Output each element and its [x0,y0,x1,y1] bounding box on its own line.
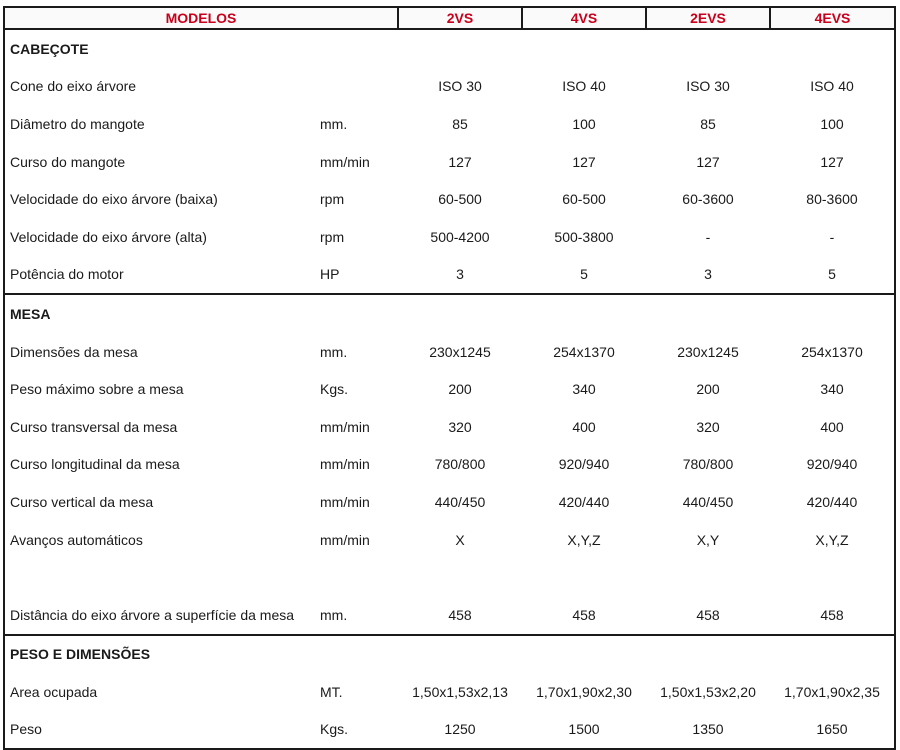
spec-unit: rpm [320,191,345,208]
spec-value: 200 [696,381,720,398]
spec-unit: mm. [320,343,348,360]
spec-row [4,673,895,711]
spec-value: 400 [572,418,596,435]
spec-label: Velocidade do eixo árvore (baixa) [4,180,317,218]
spec-unit: mm/min [320,418,370,435]
spec-value: 500-3800 [554,228,614,245]
spec-label: Area ocupada [4,673,317,711]
spec-label: Peso máximo sobre a mesa [4,370,317,408]
spec-unit: rpm [320,228,345,245]
spec-value: 420/440 [558,493,610,510]
spec-label: Peso [4,711,317,750]
spec-label: Diâmetro do mangote [4,105,317,143]
spec-value: X,Y [696,531,720,548]
spec-value [522,558,646,596]
spec-value: 340 [572,381,596,398]
spec-value: 85 [452,115,468,132]
spec-value: 60-500 [438,191,482,208]
spec-label [4,558,317,596]
spec-label: Curso vertical da mesa [4,483,317,521]
spec-row [4,521,895,559]
spec-unit: Kgs. [320,381,349,398]
spec-value: 1,70x1,90x2,35 [770,673,895,711]
spec-unit: mm/min [320,153,370,170]
spec-label: Cone do eixo árvore [4,68,317,106]
spec-value: X,Y,Z [567,531,601,548]
spec-label: Curso do mangote [4,143,317,181]
spec-unit: mm/min [320,456,370,473]
spec-row [4,370,895,408]
spec-label: Curso longitudinal da mesa [4,446,317,484]
spec-value: 1500 [522,711,646,750]
section-title: CABEÇOTE [4,29,895,68]
spec-value: 780/800 [682,456,734,473]
spec-sheet [3,6,894,750]
spec-value: 60-500 [562,191,606,208]
spec-value: 1,70x1,90x2,30 [536,683,632,700]
spec-value: 127 [448,153,472,170]
spec-value: 3 [704,266,712,283]
spec-value: X,Y,Z [770,521,895,559]
spec-value [398,558,522,596]
spec-value: 230x1245 [429,343,491,360]
spec-value: 80-3600 [770,180,895,218]
header-model-2vs: 2VS [398,7,522,29]
spec-value: 85 [700,115,716,132]
spec-value: 458 [448,606,472,623]
spec-value [646,558,770,596]
spec-table [3,6,896,750]
spec-label: Dimensões da mesa [4,333,317,371]
header-model-4evs: 4EVS [770,7,895,29]
spec-value: ISO 40 [562,78,606,95]
spec-value: 1650 [770,711,895,750]
section-header-row [4,635,895,674]
spec-value: 254x1370 [770,333,895,371]
spec-row [4,143,895,181]
spec-value: 458 [770,596,895,635]
spec-row [4,558,895,596]
spec-unit: mm. [320,115,348,132]
spec-unit: mm. [320,606,348,623]
spec-value: 1250 [398,711,522,750]
spec-row [4,105,895,143]
header-modelos: MODELOS [4,7,398,29]
spec-value: 127 [572,153,596,170]
spec-value: 60-3600 [682,191,734,208]
section-header-row [4,29,895,68]
spec-body [4,29,895,749]
spec-value: ISO 30 [438,78,482,95]
spec-value: 440/450 [682,493,734,510]
spec-unit [317,68,398,106]
spec-row [4,180,895,218]
spec-label: Curso transversal da mesa [4,408,317,446]
spec-value: 1350 [646,711,770,750]
spec-label: Avanços automáticos [4,521,317,559]
spec-value: 3 [456,266,464,283]
spec-value: ISO 30 [686,78,730,95]
spec-value: X [455,531,465,548]
spec-value: 1,50x1,53x2,13 [412,683,508,700]
spec-value: 200 [448,381,472,398]
spec-unit: mm/min [320,493,370,510]
spec-value: 100 [572,115,596,132]
spec-value: 500-4200 [430,228,490,245]
spec-value: 5 [580,266,588,283]
header-model-4vs: 4VS [522,7,646,29]
spec-row [4,711,895,750]
spec-row [4,333,895,371]
spec-value: - [770,218,895,256]
spec-unit: Kgs. [317,711,398,750]
spec-value: 254x1370 [553,343,615,360]
spec-value: 340 [770,370,895,408]
spec-value: 320 [448,418,472,435]
spec-value: 920/940 [558,456,610,473]
spec-row [4,68,895,106]
spec-row [4,596,895,635]
spec-value: - [705,228,711,245]
spec-row [4,483,895,521]
spec-value: 127 [696,153,720,170]
spec-value: 458 [572,606,596,623]
spec-row [4,446,895,484]
spec-unit: mm/min [320,531,370,548]
spec-row [4,256,895,295]
spec-label: Velocidade do eixo árvore (alta) [4,218,317,256]
spec-value: 1,50x1,53x2,20 [660,683,756,700]
section-title: MESA [4,294,895,333]
section-header-row [4,294,895,333]
spec-value: 127 [770,143,895,181]
spec-unit: HP [320,266,340,283]
spec-unit: MT. [320,683,343,700]
spec-value: 780/800 [434,456,486,473]
spec-value: 230x1245 [677,343,739,360]
spec-value: 320 [696,418,720,435]
spec-row [4,218,895,256]
spec-value: 440/450 [434,493,486,510]
spec-value: 920/940 [770,446,895,484]
spec-label: Potência do motor [4,256,317,295]
header-row [4,7,895,29]
header-model-2evs: 2EVS [646,7,770,29]
spec-value: ISO 40 [770,68,895,106]
spec-value: 420/440 [770,483,895,521]
spec-value: 458 [696,606,720,623]
section-title: PESO E DIMENSÕES [4,635,895,674]
spec-unit [317,558,398,596]
spec-row [4,408,895,446]
spec-label: Distância do eixo árvore a superfície da mesa [4,596,317,635]
spec-value: 100 [770,105,895,143]
spec-value: 400 [770,408,895,446]
spec-value [770,558,895,596]
spec-value: 5 [770,256,895,295]
